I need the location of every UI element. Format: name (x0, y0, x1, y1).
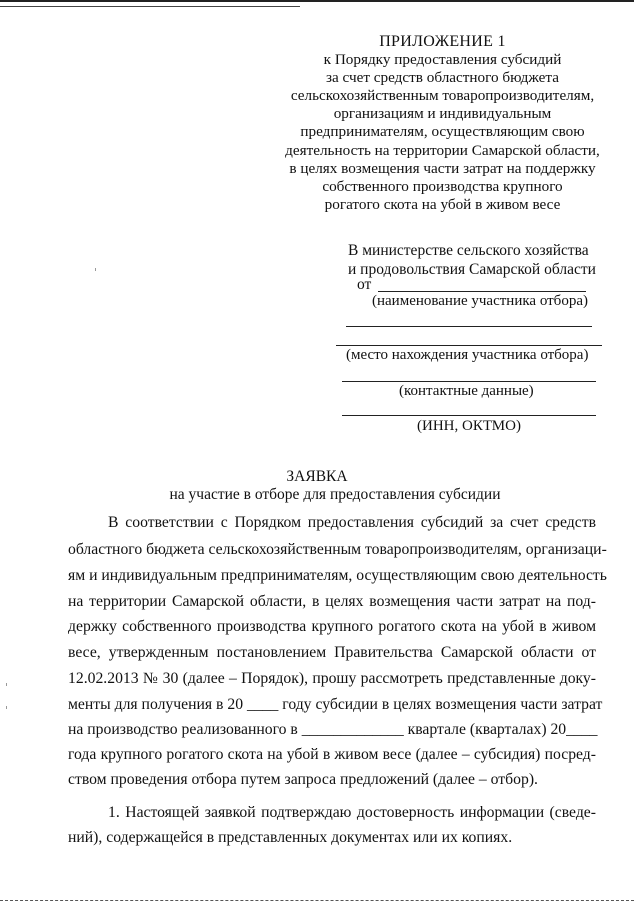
appendix-line: деятельность на территории Самарской области, (285, 141, 600, 159)
scan-speck (6, 683, 7, 686)
application-subtitle: на участие в отборе для предоставления субсидии (169, 486, 501, 503)
body-line: весе, утвержденным постановлением Правительства Самарской области от (68, 644, 596, 661)
addressee-block (348, 241, 596, 279)
participant-location-caption: (место нахождения участника отбора) (346, 347, 589, 363)
body-line: менты для получения в 20 ____ году субсидии в целях возмещения части затрат (68, 696, 603, 713)
contacts-caption: (контактные данные) (399, 383, 534, 399)
from-label: от (357, 276, 372, 293)
participant-location-line (336, 345, 602, 346)
appendix-line: в целях возмещения части затрат на поддержку (289, 159, 596, 177)
appendix-line: собственного производства крупного (322, 177, 563, 195)
body-line: областного бюджета сельскохозяйственным товаропроизводителям, организаци- (68, 541, 607, 558)
appendix-header (270, 33, 615, 214)
appendix-line: предпринимателям, осуществляющим свою (300, 123, 585, 141)
participant-name-caption: (наименование участника отбора) (372, 293, 588, 309)
appendix-line: рогатого скота на убой в живом весе (324, 195, 561, 213)
body-line: ям и индивидуальным предпринимателям, осуществляющим свою деятельность (68, 567, 607, 584)
addressee-line: В министерстве сельского хозяйства (348, 242, 589, 259)
scan-speck (6, 706, 7, 709)
scan-edge-bottom (0, 900, 634, 902)
inn-oktmo-line (342, 415, 596, 416)
body-line: года крупного рогатого скота на убой в живом весе (далее – субсидия) посред- (68, 746, 596, 763)
appendix-line: к Порядку предоставления субсидий (323, 51, 562, 69)
scan-edge-top-secondary (0, 6, 300, 7)
body-line: на территории Самарской области, в целях возмещения части затрат на под- (68, 593, 596, 610)
body-line: 12.02.2013 № 30 (далее – Порядок), прошу рассмотреть представленные доку- (68, 670, 596, 687)
scan-speck (95, 268, 96, 271)
appendix-line: за счет средств областного бюджета (326, 69, 559, 87)
body-line: держку собственного производства крупного рогатого скота на убой в живом (68, 618, 596, 635)
body-line: В соответствии с Порядком предоставления субсидий за счет средств (108, 514, 596, 531)
appendix-line: организациям и индивидуальным (333, 105, 552, 123)
contacts-line (342, 381, 596, 382)
body-line: ством проведения отбора путем запроса предложений (далее – отбор). (68, 771, 538, 788)
application-title: ЗАЯВКА (286, 468, 348, 485)
item-1-line: ний), содержащейся в представленных документах или их копиях. (68, 829, 513, 846)
scan-edge-top (0, 0, 634, 2)
participant-name-extra-line (346, 326, 592, 327)
inn-oktmo-caption: (ИНН, ОКТМО) (417, 418, 521, 434)
appendix-title: ПРИЛОЖЕНИЕ 1 (379, 33, 506, 50)
item-1-line: 1. Настоящей заявкой подтверждаю достоверность информации (сведе- (108, 804, 596, 821)
participant-name-line (378, 291, 586, 292)
body-line: на производство реализованного в _____________ квартале (кварталах) 20____ (68, 721, 598, 738)
addressee-line: и продовольствия Самарской области (348, 261, 596, 278)
appendix-line: сельскохозяйственным товаропроизводителям, (290, 87, 595, 105)
